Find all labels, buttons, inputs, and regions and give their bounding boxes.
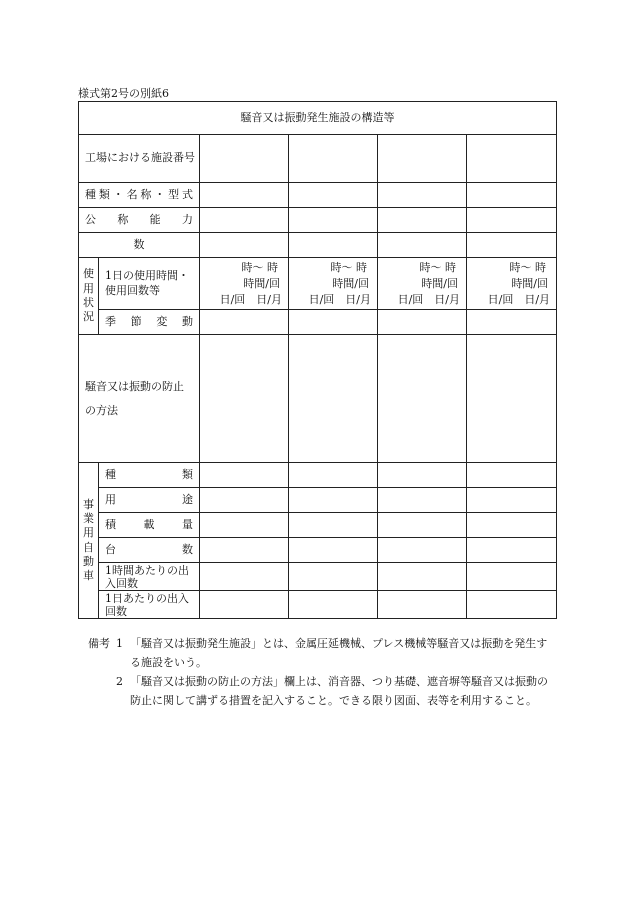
label-count: 数	[79, 233, 200, 258]
input-cell[interactable]	[200, 208, 289, 233]
input-cell[interactable]	[467, 591, 557, 619]
input-cell[interactable]	[200, 335, 289, 463]
input-cell[interactable]	[467, 513, 557, 538]
label-capacity: 公称能力	[79, 208, 200, 233]
input-cell[interactable]	[378, 463, 467, 488]
input-cell[interactable]	[200, 488, 289, 513]
label-facility-number: 工場における施設番号	[79, 135, 200, 183]
time-cell[interactable]: 時～ 時 時間/回 日/回 日/月	[467, 258, 557, 310]
note-number: 2	[116, 675, 123, 688]
input-cell[interactable]	[467, 233, 557, 258]
input-cell[interactable]	[467, 538, 557, 563]
label-seasonal-variation: 季節変動	[99, 310, 200, 335]
input-cell[interactable]	[378, 135, 467, 183]
input-cell[interactable]	[289, 538, 378, 563]
input-cell[interactable]	[200, 310, 289, 335]
input-cell[interactable]	[378, 208, 467, 233]
input-cell[interactable]	[200, 563, 289, 591]
label-type-name-model: 種類・名称・型式	[79, 183, 200, 208]
input-cell[interactable]	[200, 233, 289, 258]
label-vehicle-purpose: 用途	[99, 488, 200, 513]
input-cell[interactable]	[200, 591, 289, 619]
note-item	[88, 634, 558, 672]
input-cell[interactable]	[467, 208, 557, 233]
input-cell[interactable]	[289, 208, 378, 233]
input-cell[interactable]	[378, 538, 467, 563]
input-cell[interactable]	[289, 183, 378, 208]
label-daily-usage: 1日の使用時間・使用回数等	[99, 258, 200, 310]
input-cell[interactable]	[378, 183, 467, 208]
input-cell[interactable]	[467, 310, 557, 335]
label-vehicle-load: 積載量	[99, 513, 200, 538]
input-cell[interactable]	[289, 135, 378, 183]
input-cell[interactable]	[378, 335, 467, 463]
notes-section	[88, 634, 558, 710]
table-title: 騒音又は振動発生施設の構造等	[79, 102, 557, 135]
label-vehicle-kind: 種類	[99, 463, 200, 488]
input-cell[interactable]	[289, 463, 378, 488]
input-cell[interactable]	[200, 183, 289, 208]
input-cell[interactable]	[289, 591, 378, 619]
input-cell[interactable]	[289, 563, 378, 591]
notes-head: 備考	[88, 637, 110, 650]
input-cell[interactable]	[200, 463, 289, 488]
input-cell[interactable]	[378, 591, 467, 619]
time-cell[interactable]: 時～ 時 時間/回 日/回 日/月	[378, 258, 467, 310]
input-cell[interactable]	[378, 513, 467, 538]
input-cell[interactable]	[467, 183, 557, 208]
input-cell[interactable]	[289, 513, 378, 538]
input-cell[interactable]	[200, 513, 289, 538]
input-cell[interactable]	[289, 233, 378, 258]
input-cell[interactable]	[200, 538, 289, 563]
note-item	[88, 672, 558, 710]
input-cell[interactable]	[378, 488, 467, 513]
input-cell[interactable]	[467, 488, 557, 513]
input-cell[interactable]	[289, 310, 378, 335]
time-cell[interactable]: 時～ 時 時間/回 日/回 日/月	[200, 258, 289, 310]
input-cell[interactable]	[467, 563, 557, 591]
form-id: 様式第2号の別紙6	[78, 87, 169, 100]
facility-structure-table	[78, 101, 557, 619]
input-cell[interactable]	[289, 335, 378, 463]
label-daily-entries: 1日あたりの出入回数	[99, 591, 200, 619]
input-cell[interactable]	[467, 463, 557, 488]
input-cell[interactable]	[467, 135, 557, 183]
label-vehicle-count: 台数	[99, 538, 200, 563]
input-cell[interactable]	[467, 335, 557, 463]
note-text: 「騒音又は振動発生施設」とは、金属圧延機械、プレス機械等騒音又は振動を発生する施設をいう。	[130, 637, 548, 669]
input-cell[interactable]	[378, 563, 467, 591]
input-cell[interactable]	[289, 488, 378, 513]
label-prevention-method: 騒音又は振動の防止の方法	[79, 335, 200, 463]
label-hourly-entries: 1時間あたりの出入回数	[99, 563, 200, 591]
note-number: 1	[116, 637, 123, 650]
label-business-vehicles: 事 業 用 自 動 車	[79, 463, 99, 619]
time-cell[interactable]: 時～ 時 時間/回 日/回 日/月	[289, 258, 378, 310]
input-cell[interactable]	[200, 135, 289, 183]
input-cell[interactable]	[378, 310, 467, 335]
label-usage-status: 使 用 状 況	[79, 258, 99, 335]
note-text: 「騒音又は振動の防止の方法」欄上は、消音器、つり基礎、遮音塀等騒音又は振動の防止に関して講ずる措置を記入すること。できる限り図面、表等を利用すること。	[130, 675, 548, 707]
input-cell[interactable]	[378, 233, 467, 258]
